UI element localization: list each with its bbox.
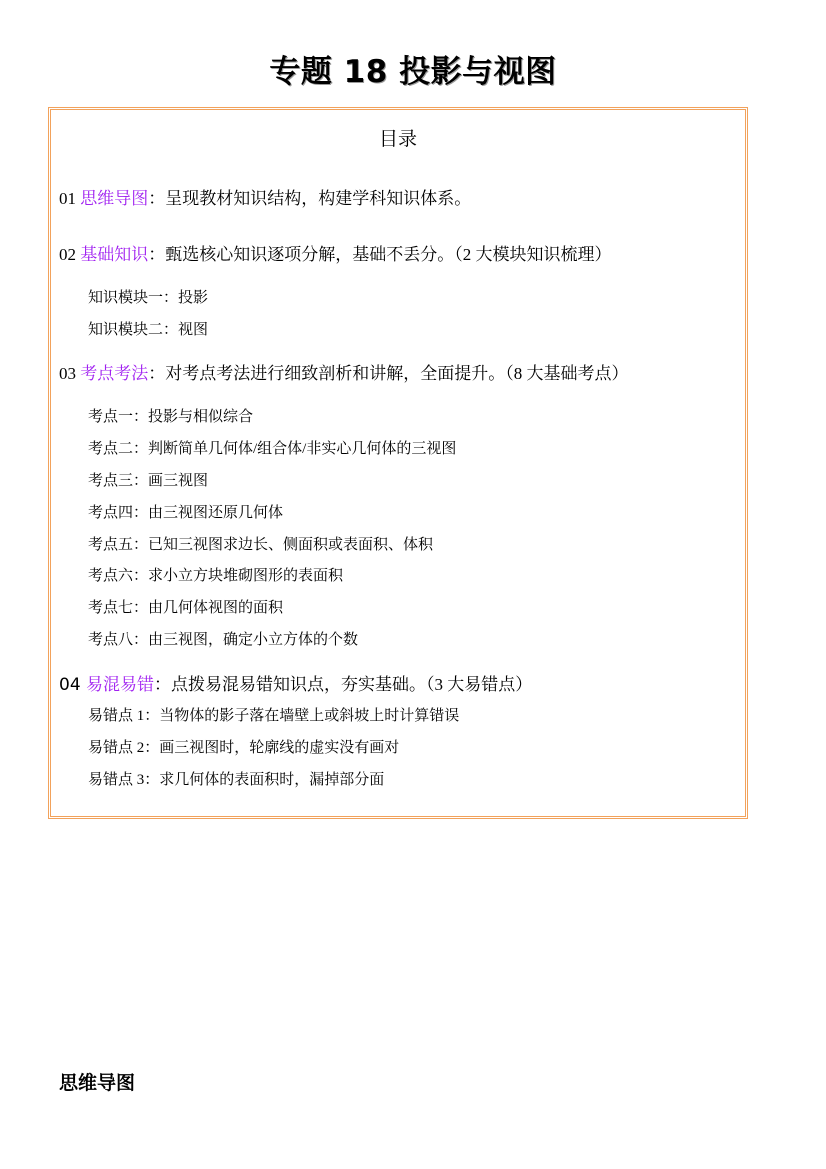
toc-heading: 目录 xyxy=(378,128,417,150)
toc-item-exam-point-3: 考点三：画三视图 xyxy=(88,473,209,489)
toc-item-knowledge-1: 知识模块一：投影 xyxy=(88,290,209,306)
toc-section-02 xyxy=(59,240,612,265)
section-number: 02 xyxy=(59,245,81,264)
toc-item-pitfall-3: 易错点 3：求几何体的表面积时，漏掉部分面 xyxy=(88,772,385,788)
toc-section-04 xyxy=(59,670,532,695)
section-number: 03 xyxy=(59,364,81,383)
toc-item-exam-point-2: 考点二：判断简单几何体/组合体/非实心几何体的三视图 xyxy=(88,441,457,457)
section-description: ：对考点考法进行细致剖析和讲解，全面提升。（8 大基础考点） xyxy=(148,364,629,383)
toc-item-exam-point-6: 考点六：求小立方块堆砌图形的表面积 xyxy=(88,568,344,584)
toc-item-exam-point-7: 考点七：由几何体视图的面积 xyxy=(88,600,284,616)
document-title: 专题 18 投影与视图 xyxy=(269,54,557,90)
toc-section-03 xyxy=(59,359,629,384)
section-keyword: 思维导图 xyxy=(80,189,149,208)
toc-item-exam-point-5: 考点五：已知三视图求边长、侧面积或表面积、体积 xyxy=(88,537,434,553)
section-description: ：点拨易混易错知识点，夯实基础。（3 大易错点） xyxy=(154,675,533,694)
toc-item-pitfall-2: 易错点 2：画三视图时，轮廓线的虚实没有画对 xyxy=(88,740,400,756)
section-keyword: 考点考法 xyxy=(80,364,149,383)
section-number: 04 xyxy=(59,675,87,695)
toc-item-knowledge-2: 知识模块二：视图 xyxy=(88,322,209,338)
toc-item-exam-point-1: 考点一：投影与相似综合 xyxy=(88,409,254,425)
toc-item-exam-point-4: 考点四：由三视图还原几何体 xyxy=(88,505,284,521)
table-of-contents-box xyxy=(48,107,748,819)
toc-section-01 xyxy=(59,184,471,209)
section-keyword: 易混易错 xyxy=(86,675,155,694)
section-description: ：呈现教材知识结构，构建学科知识体系。 xyxy=(148,189,472,208)
mind-map-section-heading: 思维导图 xyxy=(59,1072,136,1094)
toc-item-pitfall-1: 易错点 1：当物体的影子落在墙壁上或斜坡上时计算错误 xyxy=(88,708,460,724)
section-number: 01 xyxy=(59,189,81,208)
section-description: ：甄选核心知识逐项分解，基础不丢分。（2 大模块知识梳理） xyxy=(148,245,612,264)
section-keyword: 基础知识 xyxy=(80,245,149,264)
toc-item-exam-point-8: 考点八：由三视图，确定小立方体的个数 xyxy=(88,632,359,648)
